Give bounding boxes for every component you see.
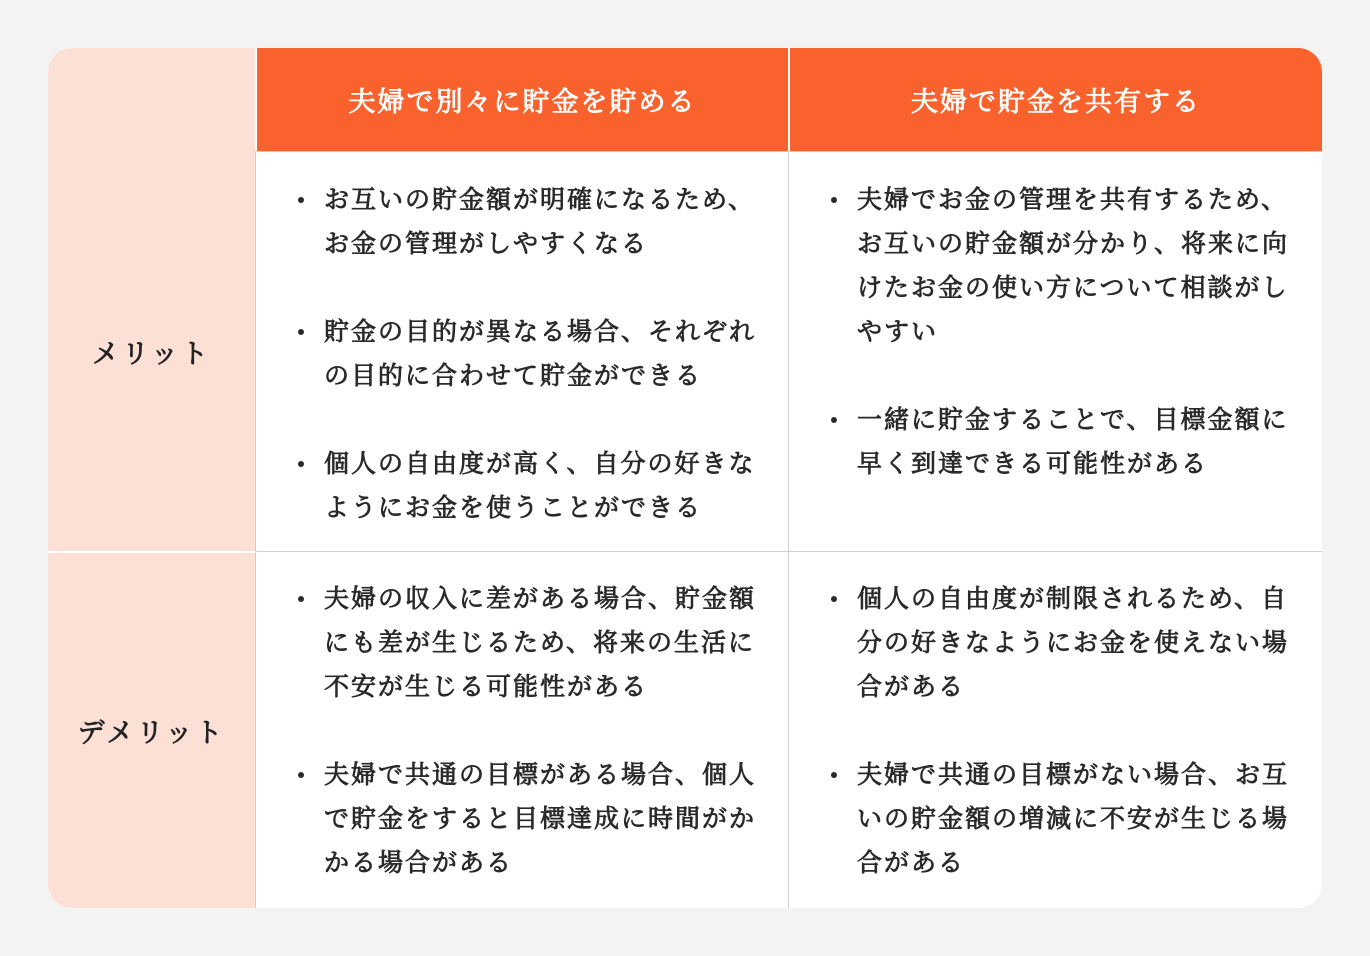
comparison-table [48, 48, 1322, 908]
cell-demerit-separate [255, 551, 788, 908]
list-item-text: 貯金の目的が異なる場合、それぞれの目的に合わせて貯金ができる [324, 317, 757, 390]
list-item [831, 577, 1300, 709]
list-item [298, 310, 766, 398]
merit-shared-list [831, 178, 1300, 486]
list-item [298, 753, 766, 885]
list-item [831, 753, 1300, 885]
list-item [831, 398, 1300, 486]
cell-merit-shared [788, 151, 1322, 551]
bullet-icon [298, 772, 304, 778]
demerit-shared-list [831, 577, 1300, 885]
list-item-text: 夫婦の収入に差がある場合、貯金額にも差が生じるため、将来の生活に不安が生じる可能性がある [324, 584, 757, 701]
bullet-icon [831, 417, 837, 423]
list-item-text: 個人の自由度が高く、自分の好きなようにお金を使うことができる [324, 449, 756, 522]
header-separate-savings: 夫婦で別々に貯金を貯める [255, 48, 788, 151]
list-item-text: お互いの貯金額が明確になるため、お金の管理がしやすくなる [324, 185, 756, 258]
cell-demerit-shared [788, 551, 1322, 908]
bullet-icon [298, 197, 304, 203]
bullet-icon [831, 596, 837, 602]
list-item-text: 個人の自由度が制限されるため、自分の好きなようにお金を使えない場合がある [857, 584, 1290, 701]
bullet-icon [298, 596, 304, 602]
demerit-separate-list [298, 577, 766, 885]
bullet-icon [298, 461, 304, 467]
bullet-icon [831, 197, 837, 203]
table-corner-cell [48, 48, 255, 151]
bullet-icon [831, 772, 837, 778]
list-item-text: 夫婦で共通の目標がない場合、お互いの貯金額の増減に不安が生じる場合がある [857, 760, 1290, 877]
header-shared-savings: 夫婦で貯金を共有する [788, 48, 1322, 151]
list-item-text: 夫婦でお金の管理を共有するため、お互いの貯金額が分かり、将来に向けたお金の使い方について相談がしやすい [857, 185, 1290, 346]
list-item-text: 一緒に貯金することで、目標金額に早く到達できる可能性がある [857, 405, 1289, 478]
bullet-icon [298, 329, 304, 335]
list-item [831, 178, 1300, 354]
list-item [298, 577, 766, 709]
list-item [298, 442, 766, 530]
cell-merit-separate [255, 151, 788, 551]
row-label-demerit: デメリット [48, 551, 255, 908]
list-item [298, 178, 766, 266]
list-item-text: 夫婦で共通の目標がある場合、個人で貯金をすると目標達成に時間がかかる場合がある [324, 760, 757, 877]
row-label-merit: メリット [48, 151, 255, 551]
merit-separate-list [298, 178, 766, 530]
